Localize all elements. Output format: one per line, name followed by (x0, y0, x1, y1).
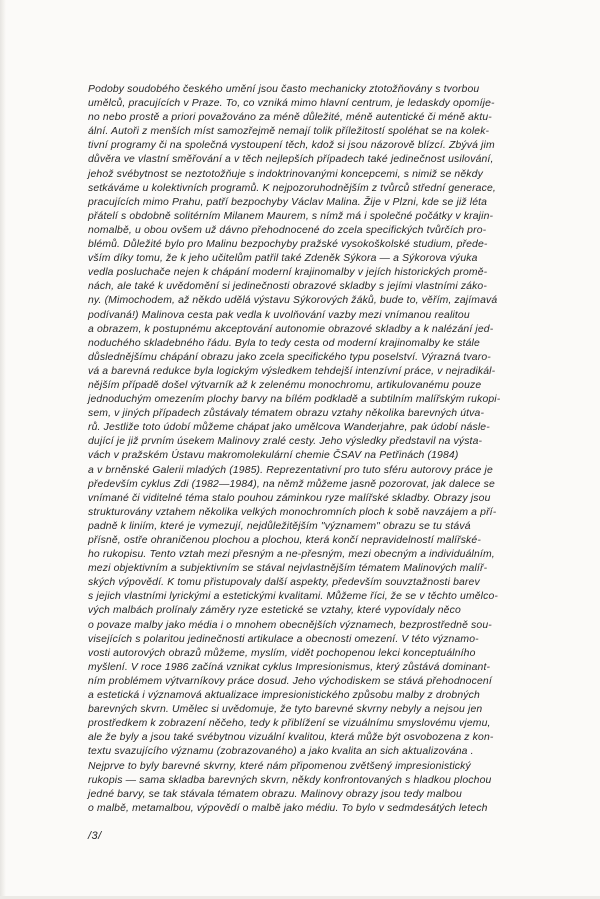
text-line: vách v pražském Ústavu makromolekulární chemie ČSAV na Petřinách (1984) (88, 450, 459, 462)
text-line: barevných skvrn. Umělec si uvědomuje, že tyto barevné skvrny nebyly a nejsou jen (88, 704, 483, 716)
text-line: podívaná!) Malinova cesta pak vedla k uvolňování vazby mezi vnímanou realitou (88, 309, 470, 321)
text-line: noduchého skladebného řádu. Byla to tedy cesta od moderní krajinomalby ke stále (88, 337, 480, 349)
text-line: ale že byly a jsou také svébytnou vizuální kvalitou, která může být osvobozena z kon- (88, 732, 494, 744)
text-line: nějším případě došel výtvarník až k zelenému monochromu, artikulovanému pouze (88, 379, 482, 391)
text-line: především cyklus Zdi (1982—1984), na němž můžeme jasně pozorovat, jak dalece se (88, 478, 495, 490)
text-line: a obrazem, k postupnému akceptování autonomie obrazové skladby a k nalézání jed- (88, 323, 494, 335)
text-line: textu svazujícího významu (zobrazovaného) a jako kvalita an sich aktualizována . (88, 746, 474, 758)
text-line: vším díky tomu, že k jeho učitelům patřil také Zdeněk Sýkora — a Sýkorova výuka (88, 253, 478, 265)
text-line: vosti autorových obrazů můžeme, myslím, vidět pochopenou lekci konceptuálního (88, 647, 476, 659)
text-line: umělců, pracujících v Praze. To, co vzniká mimo hlavní centrum, je ledaskdy opomíje- (88, 98, 495, 110)
text-line: blémů. Důležité bylo pro Malinu bezpochyby pražské vysokoškolské studium, přede- (88, 239, 488, 251)
text-line: a v brněnské Galerii mladých (1985). Reprezentativní pro tuto sféru autorovy práce je (88, 464, 493, 476)
text-line: Nejprve to byly barevné skvrny, které nám připomenou zvětšený impresionistický (88, 760, 471, 772)
text-line: přátelí s obdobně solitérním Milanem Maurem, s nímž má i společné počátky v krajin- (88, 210, 494, 222)
text-line: sem, v jiných případech zůstávaly tématem obrazu vztahy několika barevných útva- (88, 408, 485, 420)
text-line: důvěra ve vlastní směřování a v těch nejlepších případech také jedinečnost usilování, (88, 154, 494, 166)
text-line: ální. Autoři z menších míst samozřejmě nemají tolik příležitostí spoléhat se na kolek- (88, 126, 490, 138)
body-text (88, 83, 501, 816)
text-line: jedné barvy, se tak stávala tématem obrazu. Malinovy obrazy jsou tedy malbou (88, 788, 462, 800)
text-line: s jejich vlastními lyrickými a estetickými kvalitami. Můžeme říci, že se v těchto umělco- (88, 591, 499, 603)
text-line: mezi objektivním a subjektivním se stával nejvlastnějším tématem Malinových malíř- (88, 563, 488, 575)
text-line: strukturovány vztahem několika velkých monochromních ploch k sobě navzájem a pří- (88, 506, 497, 518)
text-line: ním problémem výtvarníkovy práce dosud. Jeho východiskem se stává přehodnocení (88, 675, 492, 687)
text-line: o malbě, metamalbou, výpovědí o malbě jako médiu. To bylo v sedmdesátých letech (88, 802, 488, 814)
text-line: nomalbě, u obou ovšem už dávno přehodnocené do zcela specifických tvůrčích pro- (88, 224, 487, 236)
text-line: vá a barevná redukce byla logickým výsledkem tehdejší intenzívní práce, v nejradikál- (88, 365, 496, 377)
text-line: o povaze malby jako média i o mnohem obecnějších významech, bezprostředně sou- (88, 619, 492, 631)
text-line: padně k liniím, které je vymezují, nejdůležitějším "významem" obrazu se tu stává (88, 520, 471, 532)
text-line: vnímané či viditelné téma stalo pouhou záminkou ryze malířské skladby. Obrazy jsou (88, 492, 491, 504)
text-line: visejících s polaritou jedinečnosti artikulace a obecnosti omezení. V této významo- (88, 633, 479, 645)
text-line: myšlení. V roce 1986 začíná vznikat cyklus Impresionismus, který zůstává dominant- (88, 661, 491, 673)
page-shadow-edge (0, 0, 6, 899)
text-line: setkáváme u kolektivních programů. K nejpozoruhodnějším z tvůrců střední generace, (88, 182, 496, 194)
text-line: ny. (Mimochodem, až někdo udělá výstavu Sýkorových žáků, bude to, věřím, zajímavá (88, 295, 498, 307)
text-line: důslednějšímu chápání obrazu jako zcela specifického typu poselství. Výrazná tvaro- (88, 351, 491, 363)
text-line: přísně, ostře ohraničenou plochou a plochou, která končí nepravidelností malířské- (88, 535, 481, 546)
text-line: vých malbách prolínaly záměry ryze estetické se vztahy, které vypovídaly něco (88, 605, 461, 617)
text-line: vedla posluchače nejen k chápání moderní krajinomalby v jejích historických promě- (88, 267, 488, 279)
text-line: jednoduchým omezením plochy barvy na bílém podkladě a subtilním malířským rukopi- (88, 394, 501, 406)
text-line: dující je již prvním úsekem Malinovy zralé cesty. Jeho výsledky představil na výsta- (88, 436, 483, 448)
text-line: rů. Jestliže toto údobí můžeme chápat jako umělcova Wanderjahre, pak údobí násle- (88, 422, 490, 434)
text-line: a estetická i významová aktualizace impresionistického způsobu malby z drobných (88, 690, 480, 702)
text-line: pracujících mimo Prahu, patří bezpochyby Václav Malina. Žije v Plzni, kde se již léta (88, 196, 488, 208)
text-line: no nebo prostě a priori považováno za méně důležité, méně autentické či méně aktu- (88, 112, 492, 124)
text-line: ho rukopisu. Tento vztah mezi přesným a ne-přesným, mezi obecným a individuálním, (88, 549, 495, 561)
text-line: nách, ale také k uvědomění si jedinečnosti obrazové skladby s jejími vlastními záko- (88, 281, 487, 293)
text-line: jehož svébytnost se neztotožňuje s indoktrinovanými koncepcemi, s nimiž se někdy (88, 168, 483, 180)
text-line: ských výpovědí. K tomu přistupovaly další aspekty, především souvztažnosti barev (88, 577, 480, 589)
page-number: /3/ (88, 830, 102, 842)
text-line: tivní programy či na společná vystoupení těch, kdož si jsou názorově blízcí. Zbývá jim (88, 140, 495, 152)
text-line: rukopis — sama skladba barevných skvrn, někdy konfrontovaných s hladkou plochou (88, 774, 492, 786)
text-line: Podoby soudobého českého umění jsou často mechanicky ztotožňovány s tvorbou (88, 84, 480, 95)
text-line: prostředkem k zobrazení něčeho, tedy k přiblížení se vizuálnímu smyslovému vjemu, (88, 718, 491, 730)
